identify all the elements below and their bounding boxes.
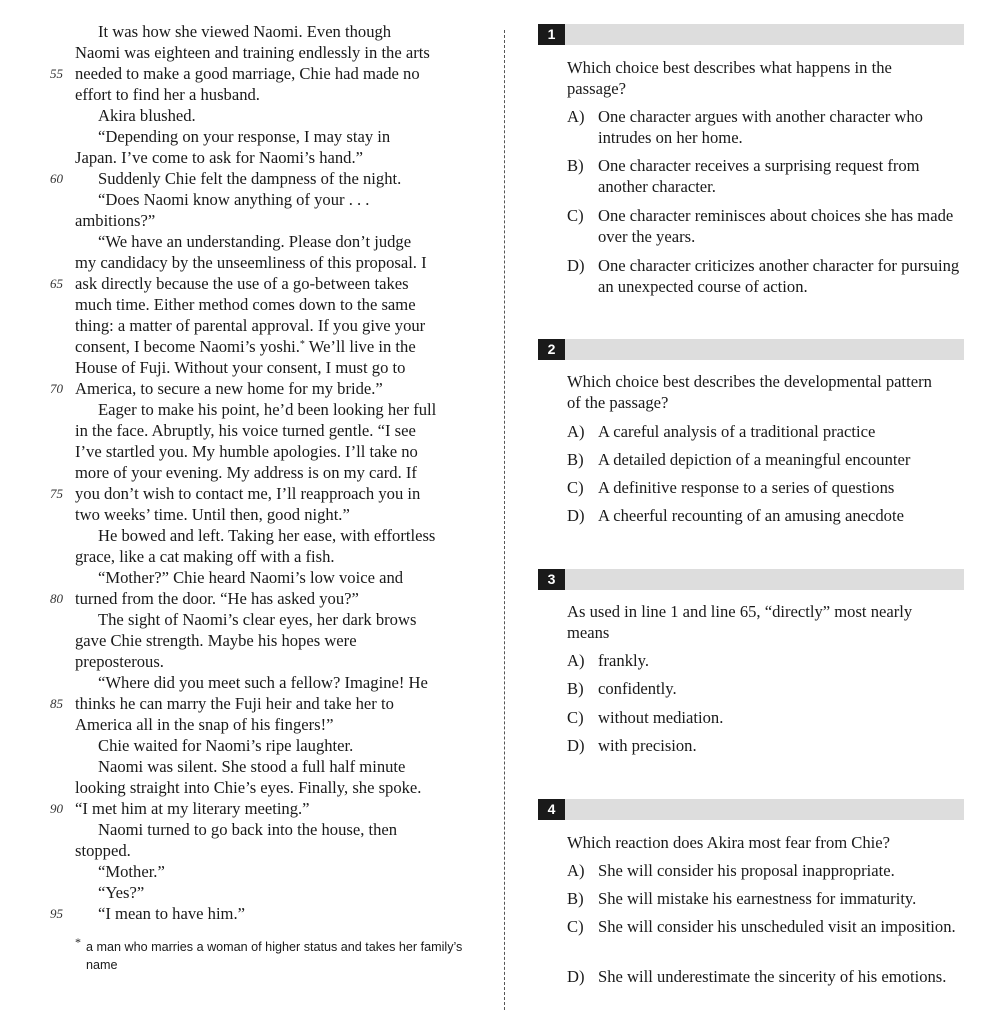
line-number: 90 — [50, 801, 63, 816]
passage-line — [75, 336, 416, 357]
footnote: a man who marries a woman of higher status and takes her family’s name — [86, 940, 463, 972]
option-text: with precision. — [598, 736, 697, 755]
option-letter: A) — [567, 107, 585, 126]
question-header-bar — [538, 24, 964, 45]
option-letter: C) — [567, 206, 584, 225]
passage-line: effort to find her a husband. — [75, 85, 260, 104]
option-text: She will underestimate the sincerity of his emotions. — [598, 967, 947, 986]
passage-line: America all in the snap of his fingers!” — [75, 715, 334, 734]
passage-line-text: We’ll live in the — [304, 337, 416, 356]
passage-line-text: consent, I become Naomi’s yoshi. — [75, 337, 300, 356]
passage-line: It was how she viewed Naomi. Even though — [98, 22, 392, 41]
passage-line: Chie waited for Naomi’s ripe laughter. — [98, 736, 354, 755]
passage-line: Naomi was silent. She stood a full half minute — [98, 757, 406, 776]
option-letter: D) — [567, 506, 585, 525]
passage-line: “We have an understanding. Please don’t judge — [98, 232, 412, 251]
option-text: One character criticizes another character for pursuing an unexpected course of action. — [598, 256, 960, 296]
passage-line: Naomi turned to go back into the house, then — [98, 820, 398, 839]
footnote-marker: * — [299, 339, 305, 350]
option-letter: D) — [567, 256, 585, 275]
passage-line: He bowed and left. Taking her ease, with effortless — [98, 526, 436, 545]
passage-line: “I mean to have him.” — [98, 904, 245, 923]
option-text: She will consider his proposal inappropriate. — [598, 861, 895, 880]
passage-line: “Mother.” — [98, 862, 165, 881]
passage-line: ambitions?” — [75, 211, 156, 230]
question-stem: Which choice best describes the developmental pattern of the passage? — [567, 372, 932, 412]
option-text: frankly. — [598, 651, 649, 670]
question-number: 4 — [538, 799, 565, 820]
option-text: She will consider his unscheduled visit an imposition. — [598, 917, 956, 936]
option-letter: B) — [567, 889, 584, 908]
passage-line: The sight of Naomi’s clear eyes, her dark brows — [98, 610, 417, 629]
line-number: 95 — [50, 906, 63, 921]
passage-line: America, to secure a new home for my bride.” — [75, 379, 383, 398]
passage-line: in the face. Abruptly, his voice turned gentle. “I see — [75, 421, 416, 440]
passage-line: more of your evening. My address is on my card. If — [75, 463, 417, 482]
question-header-bar — [538, 569, 964, 590]
line-number: 70 — [50, 381, 63, 396]
option-letter: A) — [567, 651, 585, 670]
passage-line: “Does Naomi know anything of your . . . — [98, 190, 370, 209]
passage-column — [0, 0, 490, 1010]
passage-line: “I met him at my literary meeting.” — [75, 799, 310, 818]
passage-line: much time. Either method comes down to the same — [75, 295, 416, 314]
option-letter: B) — [567, 450, 584, 469]
option-text: A definitive response to a series of questions — [598, 478, 895, 497]
passage-line: you don’t wish to contact me, I’ll reapproach you in — [75, 484, 421, 503]
option-letter: B) — [567, 679, 584, 698]
question-header-bar — [538, 339, 964, 360]
passage-line: I’ve startled you. My humble apologies. I’ll take no — [75, 442, 418, 461]
option-letter: C) — [567, 708, 584, 727]
option-text: A careful analysis of a traditional practice — [598, 422, 876, 441]
question-header-bar — [538, 799, 964, 820]
option-text: She will mistake his earnestness for immaturity. — [598, 889, 917, 908]
option-text: A cheerful recounting of an amusing anecdote — [598, 506, 904, 525]
option-letter: C) — [567, 478, 584, 497]
question-stem: Which choice best describes what happens in the passage? — [567, 58, 892, 98]
line-number: 65 — [50, 276, 63, 291]
passage-line: “Yes?” — [98, 883, 145, 902]
passage-line: looking straight into Chie’s eyes. Finally, she spoke. — [75, 778, 422, 797]
option-letter: A) — [567, 861, 585, 880]
option-letter: A) — [567, 422, 585, 441]
line-number: 85 — [50, 696, 63, 711]
question-number: 1 — [538, 24, 565, 45]
line-number: 80 — [50, 591, 63, 606]
option-text: One character argues with another character who intrudes on her home. — [598, 107, 923, 147]
option-text: without mediation. — [598, 708, 724, 727]
question-number: 2 — [538, 339, 565, 360]
passage-line: grace, like a cat making off with a fish. — [75, 547, 335, 566]
passage-line: turned from the door. “He has asked you?” — [75, 589, 359, 608]
footnote-marker: * — [75, 935, 81, 949]
passage-line: Japan. I’ve come to ask for Naomi’s hand.” — [75, 148, 363, 167]
passage-line: House of Fuji. Without your consent, I must go to — [75, 358, 406, 377]
passage-line: thinks he can marry the Fuji heir and take her to — [75, 694, 394, 713]
option-letter: D) — [567, 967, 585, 986]
line-number: 55 — [50, 66, 63, 81]
option-letter: C) — [567, 917, 584, 936]
option-text: One character receives a surprising request from another character. — [598, 156, 920, 196]
option-text: confidently. — [598, 679, 677, 698]
question-stem: As used in line 1 and line 65, “directly” most nearly means — [567, 602, 913, 642]
option-letter: D) — [567, 736, 585, 755]
passage-line: preposterous. — [75, 652, 164, 671]
option-text: One character reminisces about choices she has made over the years. — [598, 206, 954, 246]
question-stem: Which reaction does Akira most fear from Chie? — [567, 833, 891, 852]
passage-line: two weeks’ time. Until then, good night.” — [75, 505, 350, 524]
option-letter: B) — [567, 156, 584, 175]
passage-line: “Where did you meet such a fellow? Imagine! He — [98, 673, 428, 692]
question-number: 3 — [538, 569, 565, 590]
passage-line: Eager to make his point, he’d been looking her full — [98, 400, 437, 419]
passage-line: stopped. — [75, 841, 131, 860]
passage-line: gave Chie strength. Maybe his hopes were — [75, 631, 357, 650]
passage-line: “Depending on your response, I may stay in — [98, 127, 391, 146]
passage-line: thing: a matter of parental approval. If you give your — [75, 316, 426, 335]
line-number: 75 — [50, 486, 63, 501]
line-number: 60 — [50, 171, 63, 186]
option-text: A detailed depiction of a meaningful encounter — [598, 450, 911, 469]
passage-line: my candidacy by the unseemliness of this proposal. I — [75, 253, 427, 272]
passage-line: Akira blushed. — [98, 106, 196, 125]
passage-line: needed to make a good marriage, Chie had made no — [75, 64, 420, 83]
passage-line: Naomi was eighteen and training endlessly in the arts — [75, 43, 430, 62]
passage-line: ask directly because the use of a go-between takes — [75, 274, 409, 293]
passage-line: “Mother?” Chie heard Naomi’s low voice and — [98, 568, 404, 587]
passage-line: Suddenly Chie felt the dampness of the night. — [98, 169, 402, 188]
column-divider — [504, 30, 505, 1010]
